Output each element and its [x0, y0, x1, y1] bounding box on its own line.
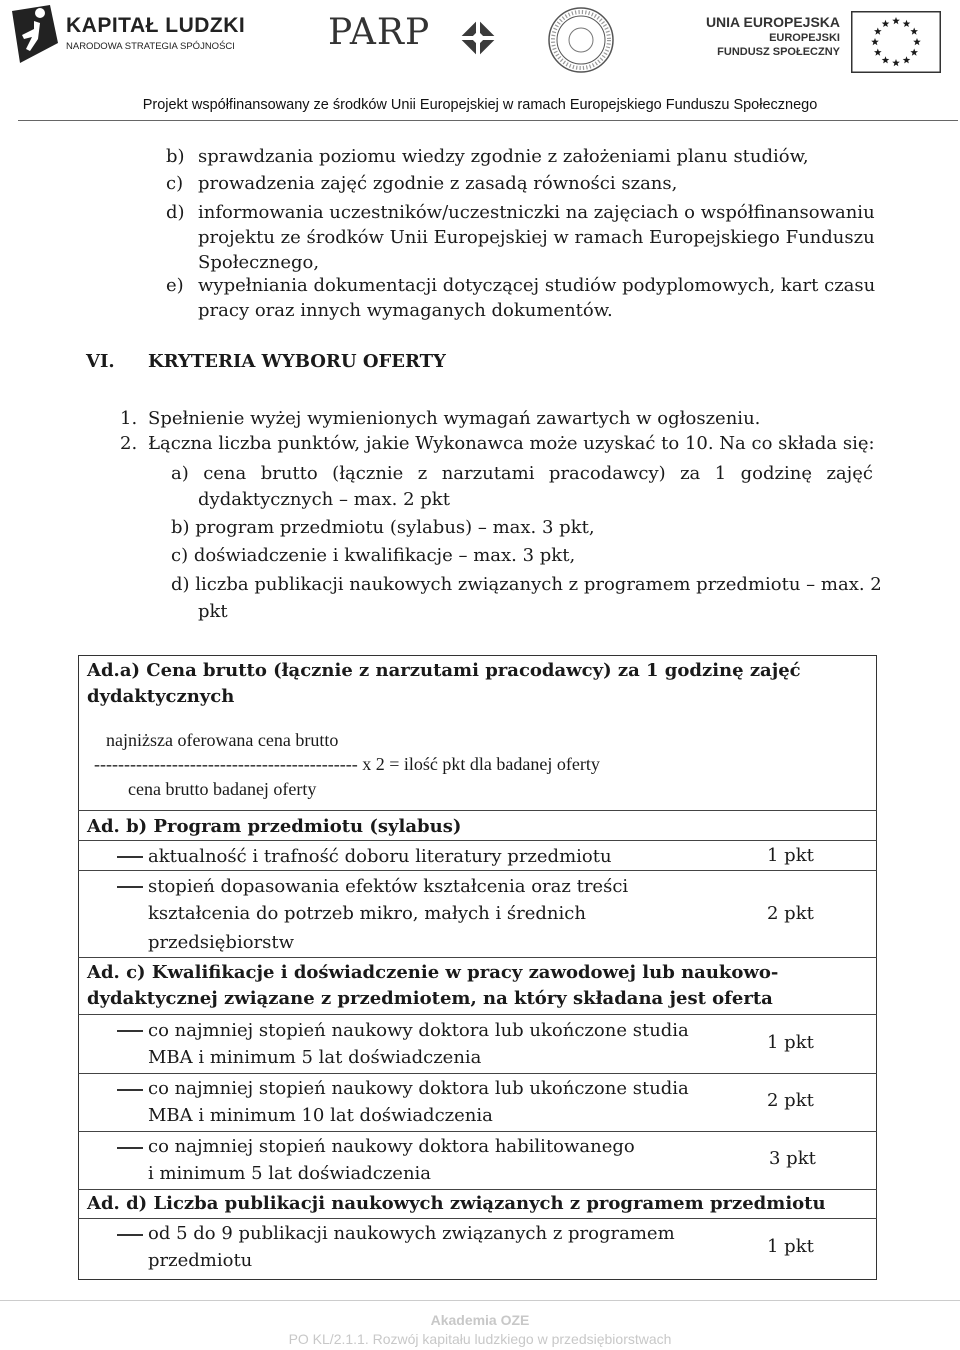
subcriterion-a-word: narzutami	[441, 463, 535, 484]
table-divider	[78, 810, 877, 811]
subcriterion-b: b) program przedmiotu (sylabus) – max. 3 pkt,	[171, 517, 595, 538]
c-row-3-text-1: co najmniej stopień naukowy doktora habilitowanego	[148, 1136, 635, 1157]
subcriterion-a-word: godzinę	[740, 463, 812, 484]
table-divider	[78, 870, 877, 871]
kapital-ludzki-logo-icon	[10, 3, 60, 65]
subcriterion-a-word: (łącznie	[332, 463, 404, 484]
list-item-e-cont: pracy oraz innych wymaganych dokumentów.	[198, 300, 613, 321]
table-divider	[78, 1131, 877, 1132]
kapital-ludzki-wordmark	[66, 14, 245, 52]
footer-program-line: PO KL/2.1.1. Rozwój kapitału ludzkiego w przedsiębiorstwach	[288, 1331, 672, 1347]
list-item-d-cont1: projektu ze środków Unii Europejskiej w ramach Europejskiego Funduszu	[198, 227, 875, 248]
subcriterion-d: d) liczba publikacji naukowych związanych z programem przedmiotu – max. 2	[171, 574, 882, 595]
list-item-d-cont2: Społecznego,	[198, 252, 320, 273]
eu-wordmark	[694, 14, 840, 58]
dash-bullet	[117, 1234, 143, 1236]
ad-a-heading-1: Ad.a) Cena brutto (łącznie z narzutami pracodawcy) za 1 godzinę zajęć	[87, 660, 801, 681]
table-divider	[78, 840, 877, 841]
subcriterion-a-cont: dydaktycznych – max. 2 pkt	[198, 489, 450, 510]
dash-bullet	[117, 886, 143, 888]
c-row-1-text-1: co najmniej stopień naukowy doktora lub ukończone studia	[148, 1020, 689, 1041]
subcriterion-a-word: zajęć	[826, 463, 873, 484]
criterion-1: 1. Spełnienie wyżej wymienionych wymagań zawartych w ogłoszeniu.	[120, 408, 761, 429]
criterion-2: 2. Łączna liczba punktów, jakie Wykonawca może uzyskać to 10. Na co składa się:	[120, 433, 875, 454]
d-row-1-text-1: od 5 do 9 publikacji naukowych związanych z programem	[148, 1223, 675, 1244]
parp-logo	[328, 12, 503, 70]
subcriterion-a-word: pracodawcy)	[548, 463, 666, 484]
c-row-3-points: 3 pkt	[769, 1148, 816, 1169]
section-title: KRYTERIA WYBORU OFERTY	[148, 351, 446, 372]
project-cofinancing-line: Projekt współfinansowany ze środków Unii Europejskiej w ramach Europejskiego Funduszu Społecznego	[142, 97, 818, 113]
subcriterion-d-cont: pkt	[198, 601, 228, 622]
c-row-2-text-2: MBA i minimum 10 lat doświadczenia	[148, 1105, 493, 1126]
subcriterion-a	[171, 462, 873, 486]
ad-a-heading-2: dydaktycznych	[87, 686, 235, 707]
table-divider	[78, 957, 877, 958]
table-divider	[78, 1218, 877, 1219]
formula-line: -------------------------------------------- x 2 = ilość pkt dla badanej oferty	[94, 754, 600, 774]
list-item-c: c) prowadzenia zajęć zgodnie z zasadą równości szans,	[166, 173, 678, 194]
formula-denominator: cena brutto badanej oferty	[128, 779, 317, 799]
eu-line3: FUNDUSZ SPOŁECZNY	[717, 46, 840, 58]
d-row-1-text-2: przedmiotu	[148, 1250, 253, 1271]
b-row-2-text-3: przedsiębiorstw	[148, 932, 295, 953]
table-divider	[78, 1073, 877, 1074]
ad-c-heading-2: dydaktycznej związane z przedmiotem, na który składana jest oferta	[87, 988, 773, 1009]
dash-bullet	[117, 856, 143, 858]
ad-c-heading-1: Ad. c) Kwalifikacje i doświadczenie w pracy zawodowej lub naukowo-	[87, 962, 779, 983]
b-row-2-points: 2 pkt	[767, 903, 814, 924]
footer-project-name: Akademia OZE	[430, 1312, 530, 1328]
kapital-subtitle: NARODOWA STRATEGIA SPÓJNOŚCI	[66, 41, 235, 52]
page-header	[0, 0, 960, 125]
dash-bullet	[117, 1030, 143, 1032]
eu-title: UNIA EUROPEJSKA	[705, 14, 840, 30]
parp-diamond-icon	[455, 15, 501, 61]
c-row-1-text-2: MBA i minimum 5 lat doświadczenia	[148, 1047, 482, 1068]
subcriterion-c: c) doświadczenie i kwalifikacje – max. 3 pkt,	[171, 545, 576, 566]
dash-bullet	[117, 1089, 143, 1091]
table-divider	[78, 1189, 877, 1190]
subcriterion-a-word: za	[680, 463, 701, 484]
parp-wordmark: PARP	[328, 12, 431, 53]
c-row-2-points: 2 pkt	[767, 1090, 814, 1111]
d-row-1-points: 1 pkt	[767, 1236, 814, 1257]
list-item-e: e) wypełniania dokumentacji dotyczącej studiów podyplomowych, kart czasu	[166, 275, 876, 296]
subcriterion-a-word: a)	[171, 463, 189, 484]
header-divider	[18, 120, 958, 121]
subcriterion-a-word: z	[417, 463, 428, 484]
list-item-d: d) informowania uczestników/uczestniczki na zajęciach o współfinansowaniu	[166, 202, 875, 223]
subcriterion-a-word: 1	[714, 463, 727, 484]
b-row-2-text-1: stopień dopasowania efektów kształcenia oraz treści	[148, 876, 629, 897]
section-number: VI.	[86, 351, 115, 372]
ad-b-heading: Ad. b) Program przedmiotu (sylabus)	[87, 816, 462, 837]
list-item-b: b) sprawdzania poziomu wiedzy zgodnie z założeniami planu studiów,	[166, 146, 809, 167]
dash-bullet	[117, 1147, 143, 1149]
ad-d-heading: Ad. d) Liczba publikacji naukowych związanych z programem przedmiotu	[87, 1193, 826, 1214]
subcriterion-a-word: brutto	[260, 463, 318, 484]
subcriterion-a-word: cena	[203, 463, 247, 484]
institution-seal-icon	[546, 5, 616, 75]
footer-divider	[0, 1300, 960, 1301]
table-divider	[78, 1014, 877, 1015]
c-row-2-text-1: co najmniej stopień naukowy doktora lub ukończone studia	[148, 1078, 689, 1099]
b-row-1-text: aktualność i trafność doboru literatury przedmiotu	[148, 846, 612, 867]
c-row-1-points: 1 pkt	[767, 1032, 814, 1053]
kapital-title: KAPITAŁ LUDZKI	[66, 14, 246, 37]
b-row-1-points: 1 pkt	[767, 845, 814, 866]
formula-numerator: najniższa oferowana cena brutto	[106, 730, 339, 750]
eu-flag-icon	[851, 11, 941, 73]
c-row-3-text-2: i minimum 5 lat doświadczenia	[148, 1163, 432, 1184]
b-row-2-text-2: kształcenia do potrzeb mikro, małych i średnich	[148, 903, 586, 924]
eu-line2: EUROPEJSKI	[769, 32, 840, 44]
